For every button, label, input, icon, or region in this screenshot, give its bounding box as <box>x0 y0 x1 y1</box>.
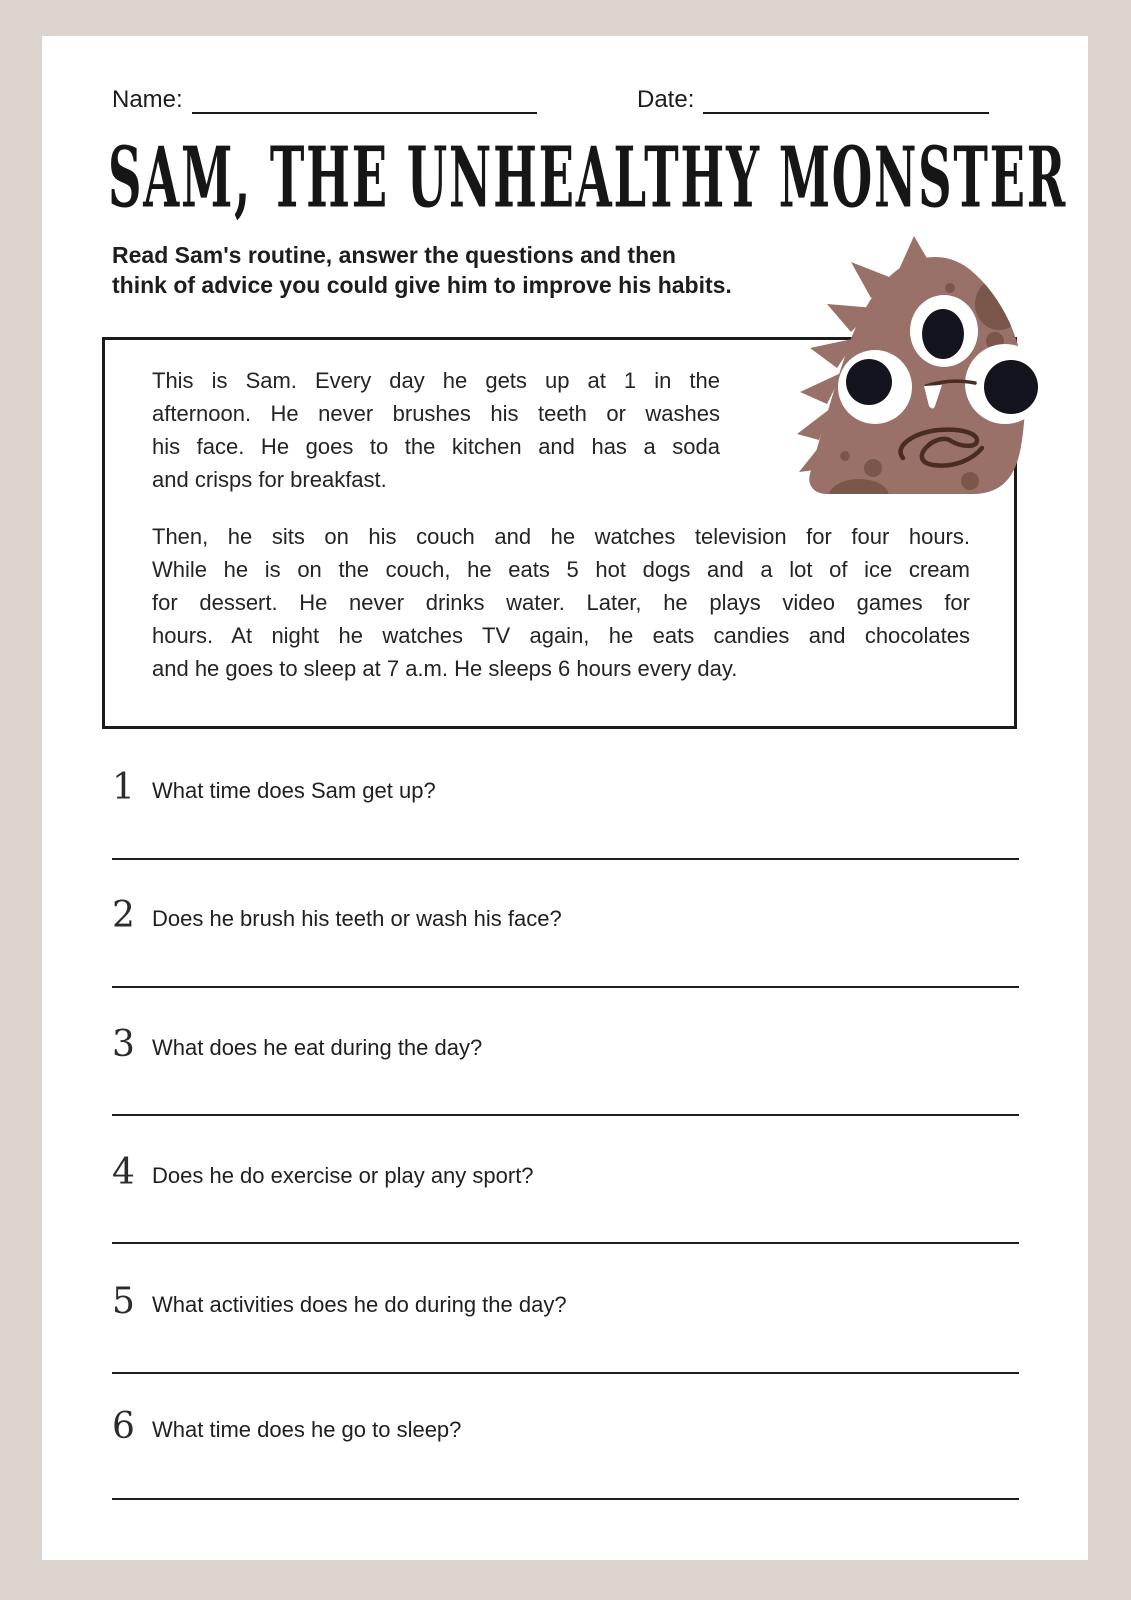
question-4-number: 4 <box>112 1152 135 1193</box>
question-5-number: 5 <box>112 1281 135 1322</box>
passage-line: While he is on the couch, he eats 5 hot dogs and a lot of ice cream <box>152 557 970 582</box>
passage-paragraph-1 <box>152 364 720 496</box>
instructions-line-2: think of advice you could give him to improve his habits. <box>112 272 732 298</box>
answer-line-3[interactable] <box>112 1114 1019 1116</box>
question-5-text: What activities does he do during the day? <box>152 1292 567 1317</box>
passage-line: and he goes to sleep at 7 a.m. He sleeps 6 hours every day. <box>152 656 738 681</box>
monster-illustration <box>793 234 1045 500</box>
answer-line-4[interactable] <box>112 1242 1019 1244</box>
date-field <box>637 82 989 114</box>
instructions <box>112 240 732 300</box>
question-4-text: Does he do exercise or play any sport? <box>152 1163 534 1188</box>
passage-line: hours. At night he watches TV again, he eats candies and chocolates <box>152 623 970 648</box>
name-label: Name: <box>112 86 183 113</box>
passage-line: afternoon. He never brushes his teeth or washes <box>152 401 720 426</box>
question-6 <box>112 1406 462 1447</box>
answer-line-2[interactable] <box>112 986 1019 988</box>
answer-line-6[interactable] <box>112 1498 1019 1500</box>
page-title: SAM, THE UNHEALTHY MONSTER <box>108 128 1068 227</box>
answer-line-5[interactable] <box>112 1372 1019 1374</box>
question-6-number: 6 <box>112 1406 135 1447</box>
question-2 <box>112 895 562 936</box>
passage-line: for dessert. He never drinks water. Later, he plays video games for <box>152 590 970 615</box>
name-line-input[interactable] <box>192 86 537 114</box>
passage-line: and crisps for breakfast. <box>152 467 387 492</box>
question-1-number: 1 <box>112 767 135 808</box>
question-3 <box>112 1024 483 1065</box>
question-3-number: 3 <box>112 1024 135 1065</box>
question-3-text: What does he eat during the day? <box>152 1035 483 1060</box>
question-2-text: Does he brush his teeth or wash his face? <box>152 906 562 931</box>
answer-line-1[interactable] <box>112 858 1019 860</box>
question-2-number: 2 <box>112 895 135 936</box>
passage-line: This is Sam. Every day he gets up at 1 in the <box>152 368 720 393</box>
passage-paragraph-2 <box>152 520 970 685</box>
question-4 <box>112 1152 534 1193</box>
question-6-text: What time does he go to sleep? <box>152 1417 462 1442</box>
passage-line: Then, he sits on his couch and he watches television for four hours. <box>152 524 970 549</box>
name-field <box>112 82 537 114</box>
question-5 <box>112 1281 567 1322</box>
question-1 <box>112 767 436 808</box>
question-1-text: What time does Sam get up? <box>152 778 436 803</box>
date-label: Date: <box>637 86 695 113</box>
passage-line: his face. He goes to the kitchen and has a soda <box>152 434 720 459</box>
instructions-line-1: Read Sam's routine, answer the questions and then <box>112 242 676 268</box>
worksheet-page <box>42 36 1088 1560</box>
date-line-input[interactable] <box>703 86 989 114</box>
three-eyed-monster-icon <box>793 234 1045 500</box>
